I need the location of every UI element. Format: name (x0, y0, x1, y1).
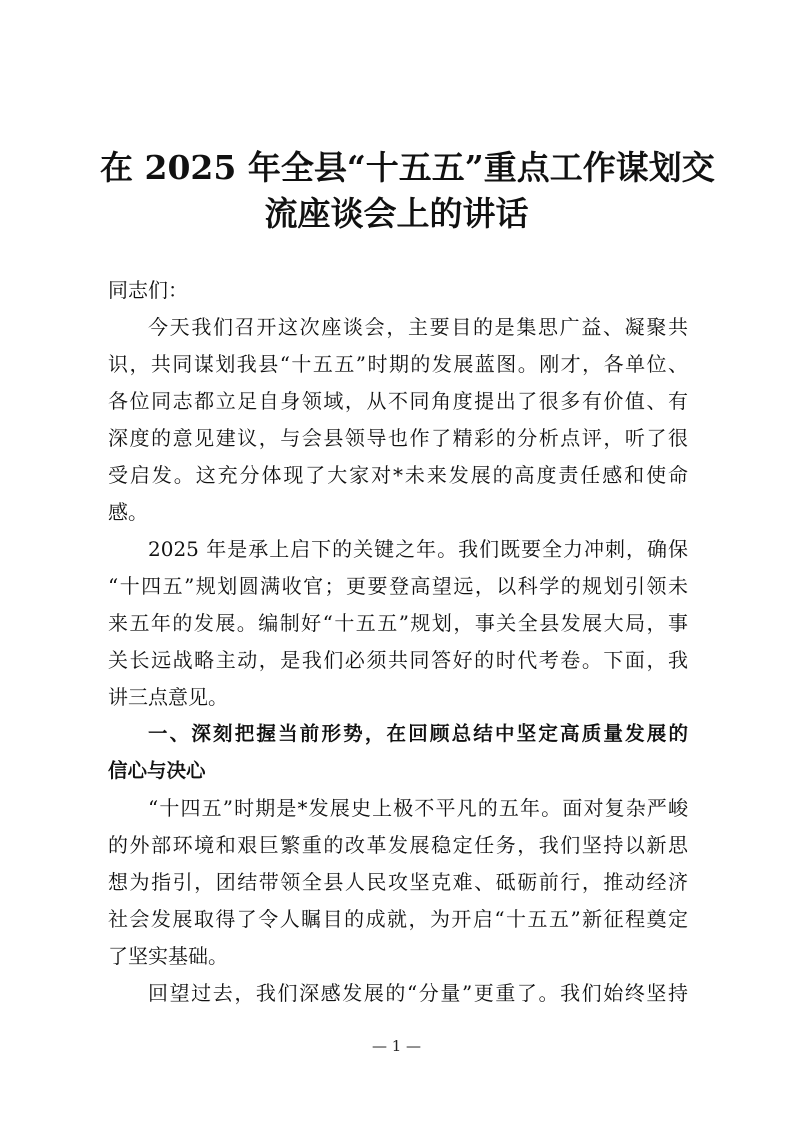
paragraph-1-line-1: 今天我们召开这次座谈会，主要目的是集思广益、凝聚共 (148, 315, 688, 339)
section-heading-line-1: 一、深刻把握当前形势，在回顾总结中坚定高质量发展的 (148, 722, 688, 745)
document-title-line-1: 在 2025 年全县“十五五”重点工作谋划交 (100, 148, 715, 187)
paragraph-2-line-3: 来五年的发展。编制好“十五五”规划，事关全县发展大局，事 (108, 611, 688, 635)
paragraph-2-line-2: “十四五”规划圆满收官；更要登高望远，以科学的规划引领未 (108, 574, 688, 598)
page-number: — 1 — (371, 1037, 422, 1055)
paragraph-1-line-5: 受启发。这充分体现了大家对*未来发展的高度责任感和使命 (108, 463, 688, 487)
paragraph-3-line-1: “十四五”时期是*发展史上极不平凡的五年。面对复杂严峻 (148, 796, 688, 820)
paragraph-2-line-5: 讲三点意见。 (108, 685, 228, 709)
paragraph-4-line-1: 回望过去，我们深感发展的“分量”更重了。我们始终坚持 (148, 981, 688, 1005)
document-title-line-2: 流座谈会上的讲话 (264, 194, 529, 233)
paragraph-1-line-4: 深度的意见建议，与会县领导也作了精彩的分析点评，听了很 (108, 426, 688, 450)
paragraph-3-line-4: 社会发展取得了令人瞩目的成就，为开启“十五五”新征程奠定 (108, 907, 688, 931)
paragraph-2-line-1: 2025 年是承上启下的关键之年。我们既要全力冲刺，确保 (148, 537, 688, 561)
salutation: 同志们： (108, 278, 188, 302)
paragraph-2-line-4: 关长远战略主动，是我们必须共同答好的时代考卷。下面，我 (108, 648, 688, 672)
paragraph-3-line-3: 想为指引，团结带领全县人民攻坚克难、砥砺前行，推动经济 (108, 870, 688, 894)
paragraph-3-line-2: 的外部环境和艰巨繁重的改革发展稳定任务，我们坚持以新思 (108, 833, 688, 857)
paragraph-1-line-2: 识，共同谋划我县“十五五”时期的发展蓝图。刚才，各单位、 (108, 352, 688, 376)
paragraph-1-line-6: 感。 (108, 500, 148, 524)
paragraph-3-line-5: 了坚实基础。 (108, 944, 228, 968)
paragraph-1-line-3: 各位同志都立足自身领域，从不同角度提出了很多有价值、有 (108, 389, 688, 413)
section-heading-line-2: 信心与决心 (108, 759, 206, 782)
